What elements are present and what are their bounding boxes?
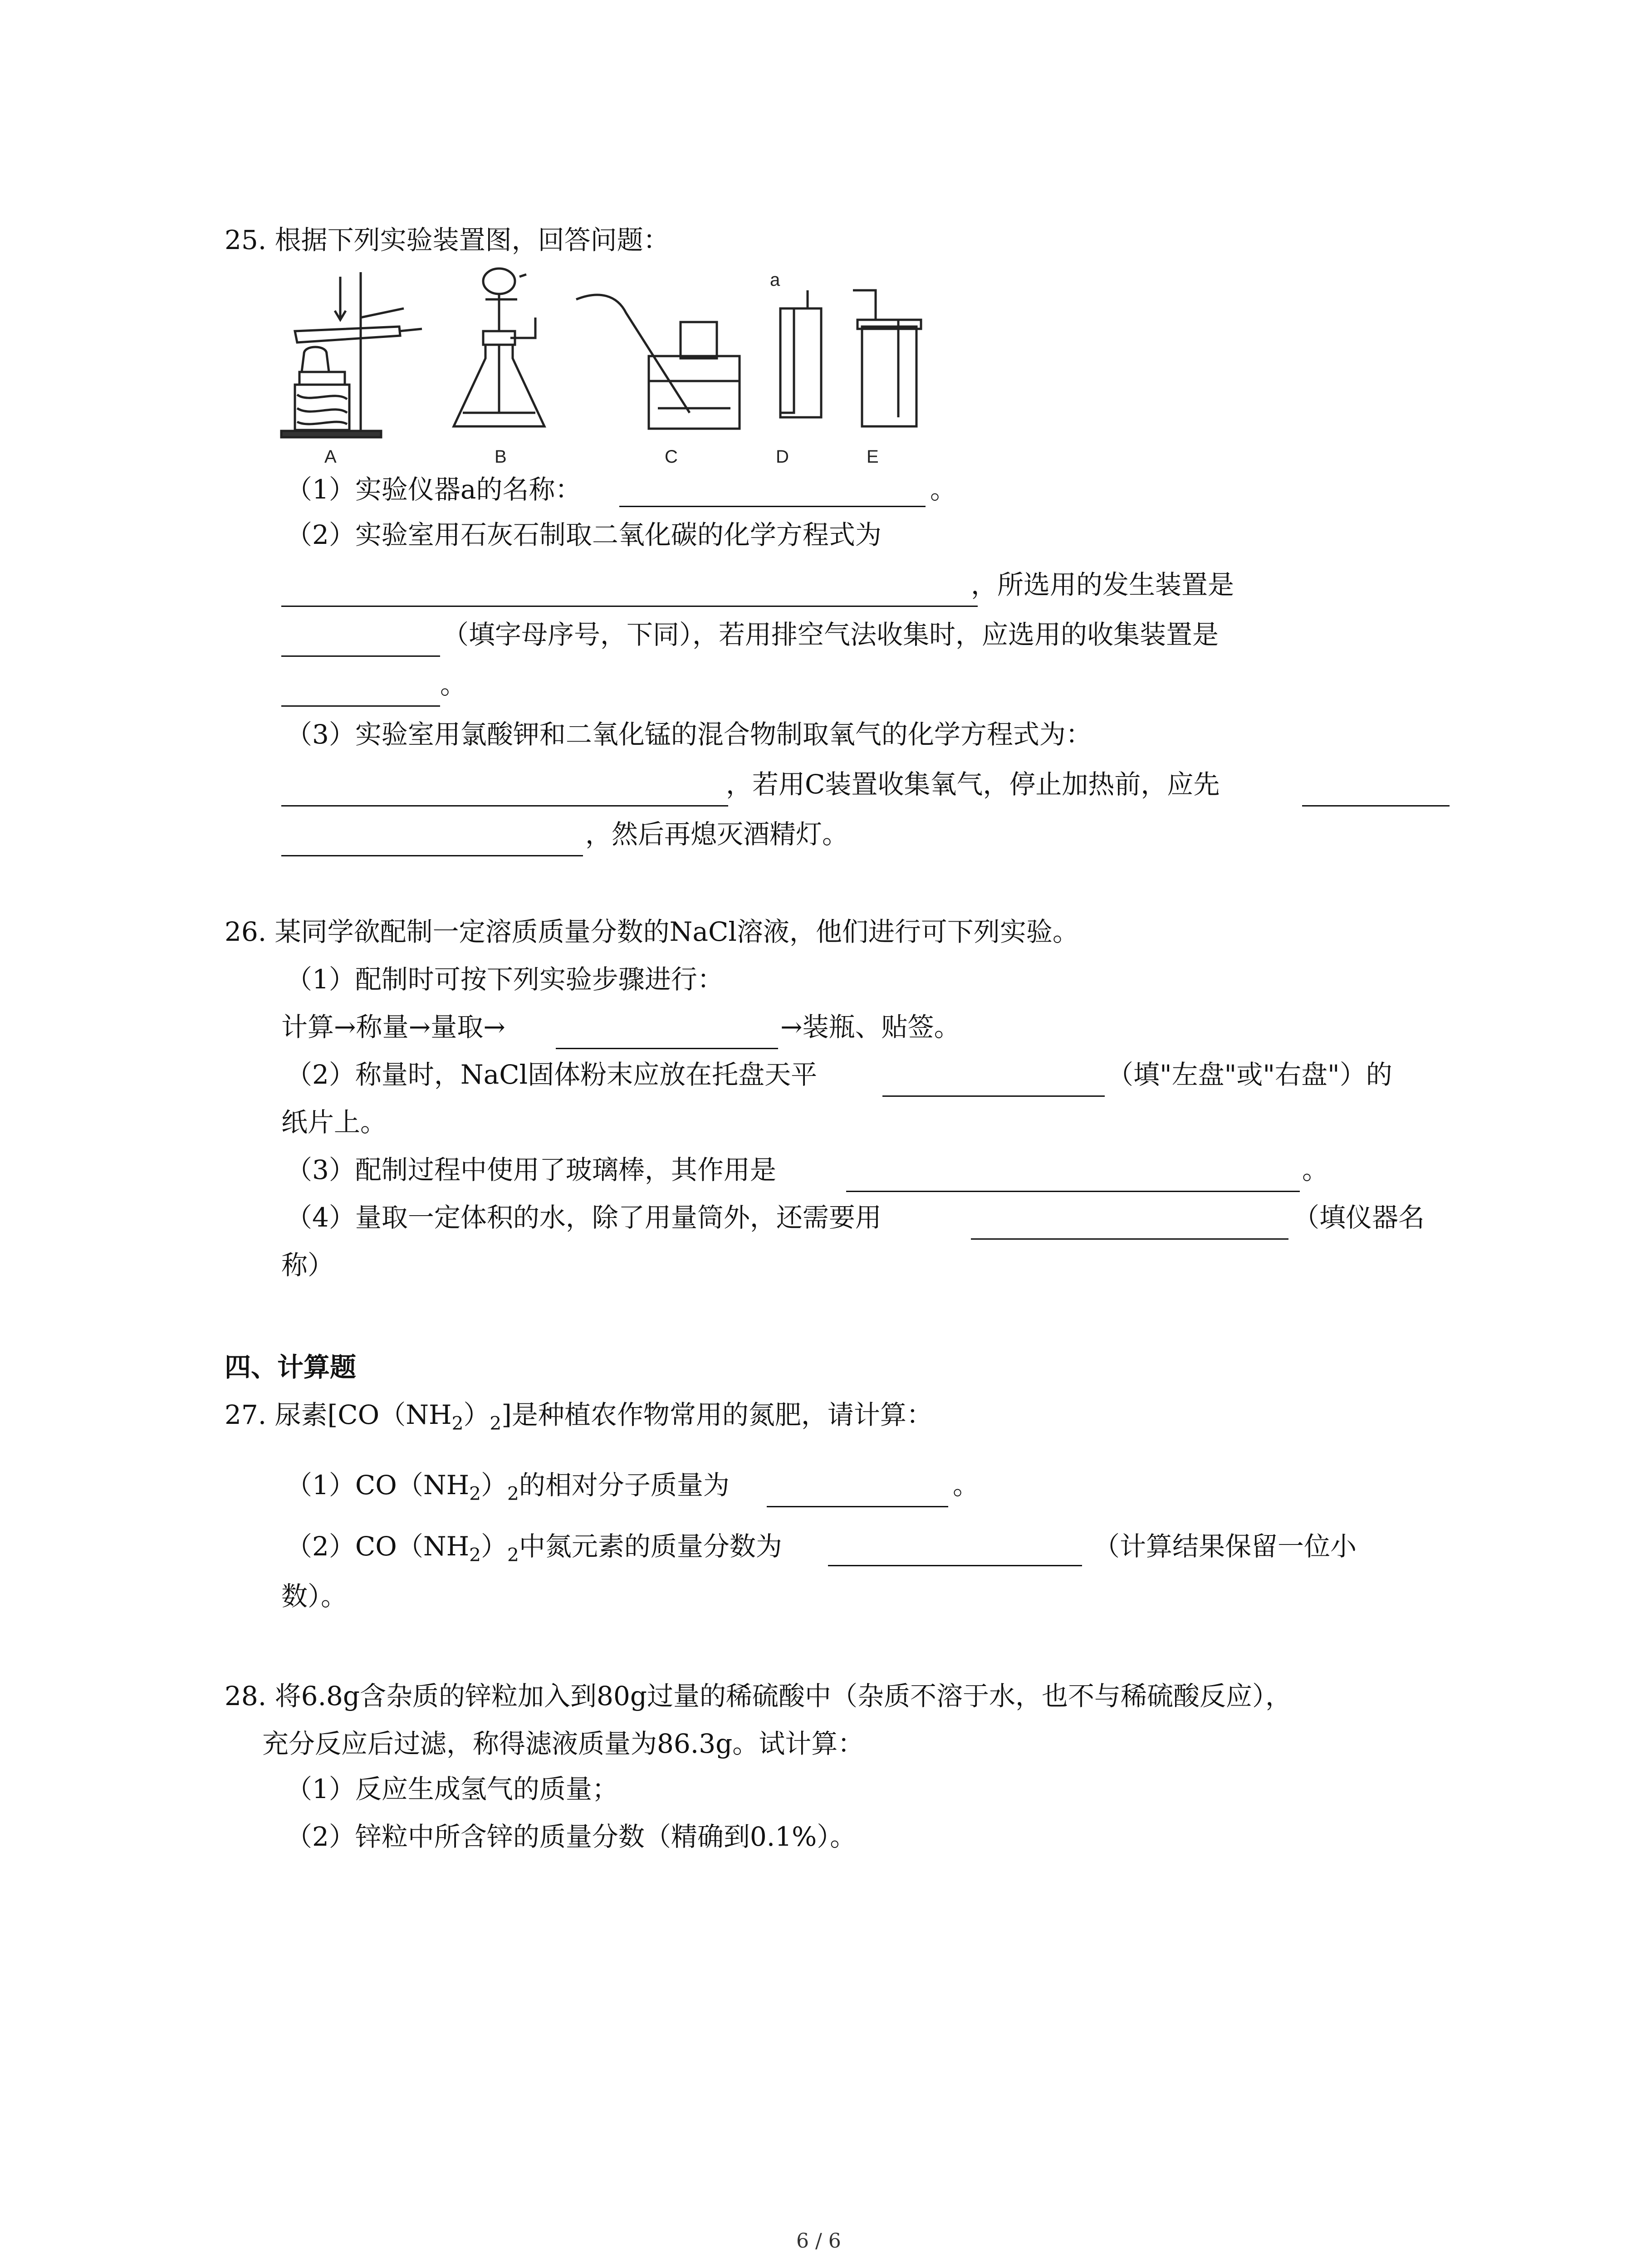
q26-part3-end: 。 <box>1302 1154 1329 1185</box>
q27-part2-d: （计算结果保留一位小 <box>1093 1531 1357 1562</box>
page-number: 6 / 6 <box>796 2229 841 2253</box>
q25-part1: （1）实验仪器a的名称： <box>286 474 582 505</box>
q26-part4-c: 称） <box>281 1250 334 1281</box>
q25-part2-c: （填字母序号，下同），若用排空气法收集时，应选用的收集装置是 <box>442 619 1219 650</box>
q26-part4: （4）量取一定体积的水，除了用量筒外，还需要用 <box>286 1202 882 1233</box>
q25-answer-blank-2[interactable] <box>281 606 978 607</box>
apparatus-label-C: C <box>665 447 678 467</box>
q26-part2: （2）称量时，NaCl固体粉末应放在托盘天平 <box>286 1059 818 1090</box>
q26-part1-steps: 计算→称量→量取→ <box>281 1012 505 1042</box>
section-heading: 四、计算题 <box>225 1352 357 1383</box>
q26-answer-blank-4[interactable] <box>971 1238 1288 1240</box>
q26-part4-b: （填仪器名 <box>1293 1202 1425 1233</box>
q25-answer-blank-6[interactable] <box>1302 805 1450 807</box>
q26-part1: （1）配制时可按下列实验步骤进行： <box>286 964 724 995</box>
apparatus-figure <box>272 263 930 472</box>
q26-answer-blank-2[interactable] <box>882 1095 1105 1097</box>
q25-part1-end: 。 <box>930 474 957 505</box>
q25-answer-blank-1[interactable] <box>619 506 926 507</box>
q26-stem: 26. 某同学欲配制一定溶质质量分数的NaCl溶液，他们进行可下列实验。 <box>225 916 1079 947</box>
q27-part2-e: 数）。 <box>281 1581 348 1612</box>
q25-answer-blank-7[interactable] <box>281 855 583 856</box>
q27-part1-end: 。 <box>953 1470 980 1501</box>
apparatus-label-D: D <box>776 447 789 467</box>
q25-part3: （3）实验室用氯酸钾和二氧化锰的混合物制取氧气的化学方程式为： <box>286 719 1092 750</box>
q25-answer-blank-4[interactable] <box>281 705 440 707</box>
q25-part3-c: ，然后再熄灭酒精灯。 <box>585 819 849 850</box>
q26-answer-blank-1[interactable] <box>556 1048 778 1049</box>
q27-stem: 27. 尿素$[CO(NH_2)_2]$是种植农作物常用的氮肥，请计算： <box>225 1399 933 1434</box>
apparatus-label-A: A <box>324 447 337 467</box>
q28-part1: （1）反应生成氢气的质量； <box>286 1774 618 1804</box>
q25-part2: （2）实验室用石灰石制取二氧化碳的化学方程式为 <box>286 519 882 550</box>
q27-answer-blank-2[interactable] <box>828 1565 1082 1566</box>
q26-part2-c: 纸片上。 <box>281 1107 387 1138</box>
q27-answer-blank-1[interactable] <box>767 1506 948 1507</box>
q26-part1-end: →装瓶、贴签。 <box>780 1012 960 1042</box>
q28-stem: 28. 将6.8g含杂质的锌粒加入到80g过量的稀硫酸中（杂质不溶于水，也不与稀硫酸反应）， <box>225 1681 1292 1711</box>
q25-part3-b: ，若用C装置收集氧气，停止加热前，应先 <box>726 769 1220 800</box>
q26-answer-blank-3[interactable] <box>846 1191 1300 1192</box>
q28-stem-line2: 充分反应后过滤，称得滤液质量为86.3g。试计算： <box>262 1728 864 1759</box>
q26-part2-b: （填"左盘"或"右盘"）的 <box>1107 1059 1392 1090</box>
apparatus-label-a: a <box>770 270 780 290</box>
q25-answer-blank-5[interactable] <box>281 805 728 807</box>
q27-part2: $(2)CO(NH_2)_2$中氮元素的质量分数为 <box>286 1531 782 1566</box>
q28-part2: （2）锌粒中所含锌的质量分数（精确到0.1%）。 <box>286 1821 857 1852</box>
q25-stem: 25. 根据下列实验装置图，回答问题： <box>225 225 670 255</box>
apparatus-label-B: B <box>495 447 507 467</box>
q26-part3: （3）配制过程中使用了玻璃棒，其作用是 <box>286 1154 776 1185</box>
q27-part1: $(1)CO(NH_2)_2$的相对分子质量为 <box>286 1470 730 1505</box>
q25-answer-blank-3[interactable] <box>281 655 440 657</box>
apparatus-label-E: E <box>867 447 879 467</box>
q25-part2-b: ，所选用的发生装置是 <box>971 569 1234 600</box>
q25-part2-d: 。 <box>440 669 467 700</box>
